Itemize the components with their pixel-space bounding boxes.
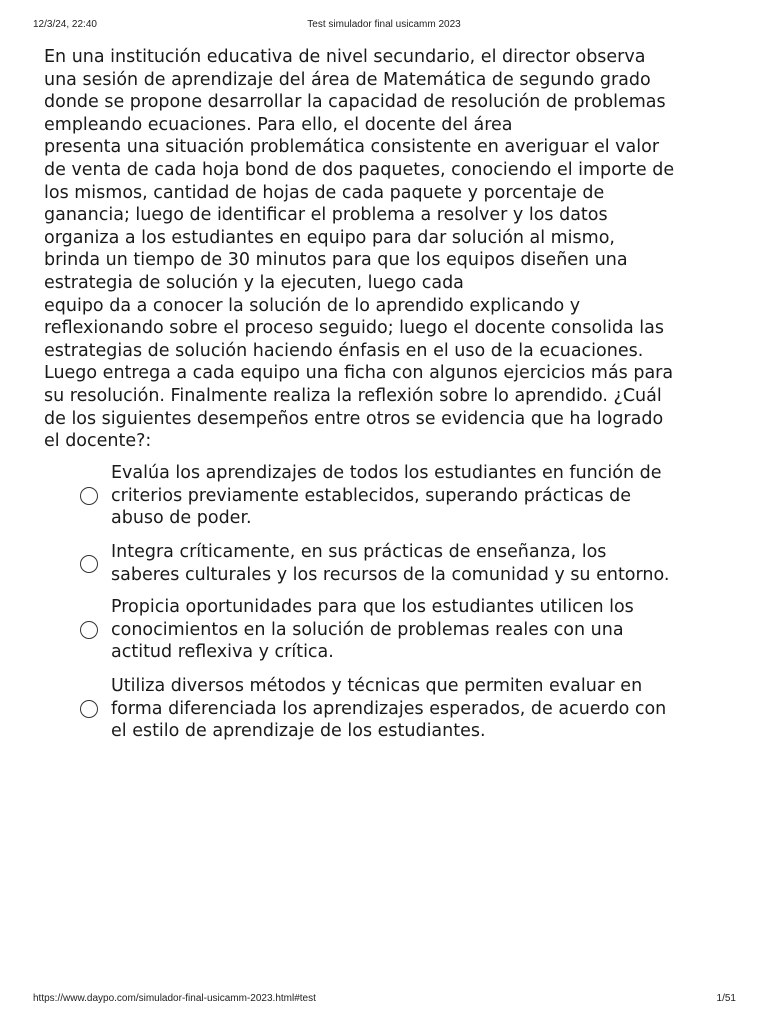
answer-option-label: Propicia oportunidades para que los estudiantes utilicen los conocimientos en la solución de problemas reales con una actitud reflexiva y crítica.	[111, 597, 634, 663]
print-datetime: 12/3/24, 22:40	[33, 19, 97, 30]
page-url: https://www.daypo.com/simulador-final-usicamm-2023.html#test	[33, 993, 316, 1004]
radio-unchecked-icon[interactable]	[80, 487, 98, 505]
answer-option-label: Evalúa los aprendizajes de todos los estudiantes en función de criterios previamente establecidos, superando prácticas de abuso de poder.	[111, 463, 662, 529]
radio-unchecked-icon[interactable]	[80, 555, 98, 573]
page-number: 1/51	[716, 993, 736, 1004]
print-page-title: Test simulador final usicamm 2023	[307, 19, 461, 30]
answer-option-3[interactable]	[80, 596, 634, 664]
answer-option-2[interactable]	[80, 541, 669, 586]
answer-option-4[interactable]	[80, 675, 666, 743]
question-text: En una institución educativa de nivel secundario, el director observa una sesión de aprendizaje del área de Matemática de segundo grado donde se propone desarrollar la capacidad de resolución de problemas empleando ecuaciones. Para ello, el docente del área presenta una situación problemática consistente en averiguar el valor de venta de cada hoja bond de dos paquetes, conociendo el importe de los mismos, cantidad de hojas de cada paquete y porcentaje de ganancia; luego de identificar el problema a resolver y los datos organiza a los estudiantes en equipo para dar solución al mismo, brinda un tiempo de 30 minutos para que los equipos diseñen una estrategia de solución y la ejecuten, luego cada equipo da a conocer la solución de lo aprendido explicando y reflexionando sobre el proceso seguido; luego el docente consolida las estrategias de solución haciendo énfasis en el uso de la ecuaciones. Luego entrega a cada equipo una ficha con algunos ejercicios más para su resolución. Finalmente realiza la reflexión sobre lo aprendido. ¿Cuál de los siguientes desempeños entre otros se evidencia que ha logrado el docente?:	[44, 47, 675, 452]
answer-option-label: Integra críticamente, en sus prácticas de enseñanza, los saberes culturales y los recursos de la comunidad y su entorno.	[111, 542, 670, 585]
radio-unchecked-icon[interactable]	[80, 700, 98, 718]
radio-unchecked-icon[interactable]	[80, 621, 98, 639]
answer-option-label: Utiliza diversos métodos y técnicas que permiten evaluar en forma diferenciada los aprendizajes esperados, de acuerdo con el estilo de aprendizaje de los estudiantes.	[111, 676, 667, 742]
answer-option-1[interactable]	[80, 462, 661, 530]
print-header	[0, 0, 768, 40]
